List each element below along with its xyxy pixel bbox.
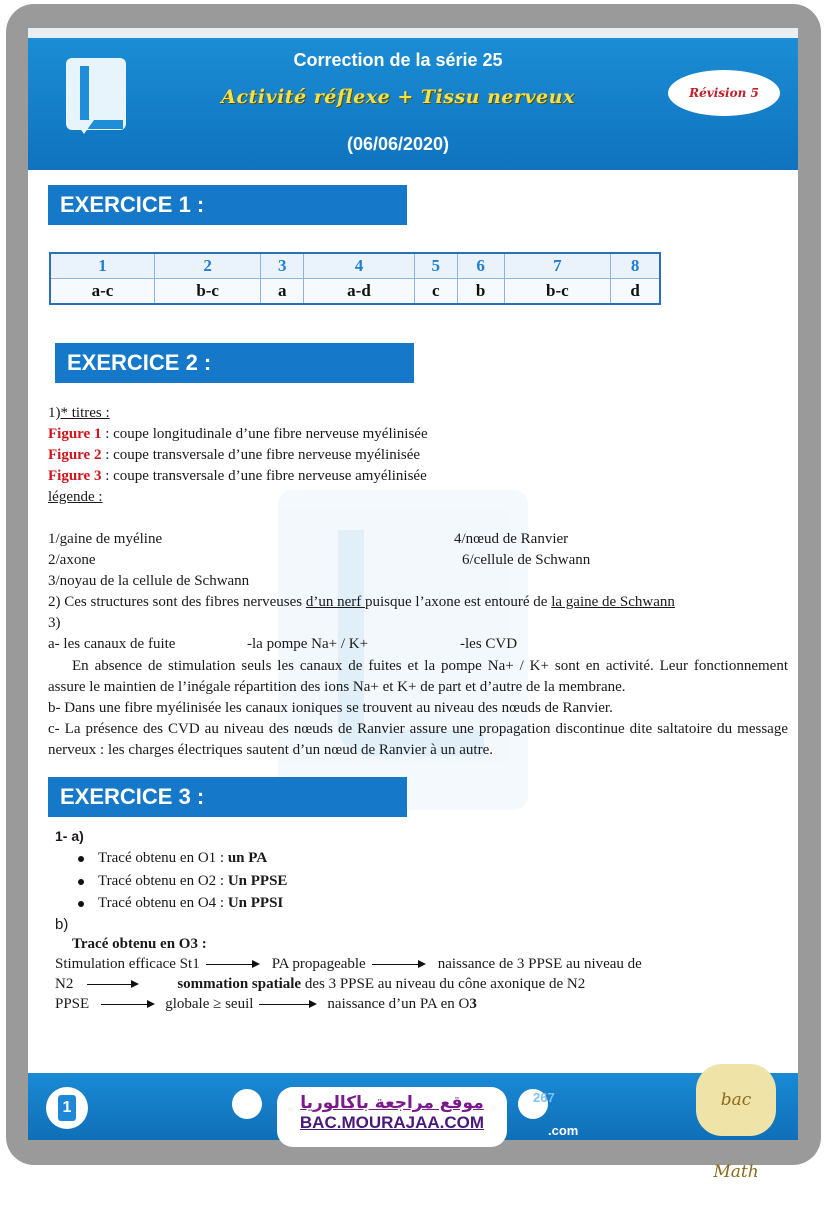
doc-subtitle: Activité réflexe + Tissu nerveux <box>221 86 575 108</box>
ex3-q1a-label: 1- a) <box>55 828 84 844</box>
footer-banner <box>28 1073 798 1140</box>
partner-logo-icon <box>232 1089 262 1119</box>
ex2-figure1-line <box>48 424 428 445</box>
answer-value: a-d <box>304 279 415 305</box>
chain3-a: PPSE <box>55 996 90 1012</box>
logo-tail <box>74 120 94 134</box>
answer-value: b <box>457 279 504 305</box>
chain2-bold: sommation spatiale <box>177 976 302 992</box>
arrow-right-icon <box>259 1004 315 1005</box>
ex2-figure3-line <box>48 466 427 487</box>
chain3-b: globale ≥ seuil <box>165 996 254 1012</box>
ex2-q1-prefix: 1) <box>48 405 61 421</box>
header-banner <box>28 28 798 170</box>
bullet2-text: Tracé obtenu en O2 : <box>98 873 228 889</box>
doc-date: (06/06/2020) <box>346 134 450 154</box>
q2-underline-2: la gaine de Schwann <box>551 594 675 610</box>
answer-number: 7 <box>504 253 610 279</box>
answer-number: 3 <box>261 253 304 279</box>
exercise3-heading: EXERCICE 3 : <box>48 777 407 817</box>
answer-value: c <box>414 279 457 305</box>
ex2-figure2-line <box>48 445 420 466</box>
exercise2-heading: EXERCICE 2 : <box>55 343 414 383</box>
chain2-a: N2 <box>55 976 74 992</box>
chain3-bold: 3 <box>469 996 477 1012</box>
ex3-bullet-2 <box>78 871 287 892</box>
header-stripe <box>28 28 798 38</box>
footer-partial-com: .com <box>548 1123 579 1138</box>
answer-number: 2 <box>154 253 260 279</box>
figure1-text: : coupe longitudinale d’une fibre nerveuse myélinisée <box>101 426 428 442</box>
answer-number: 1 <box>50 253 154 279</box>
answer-number: 6 <box>457 253 504 279</box>
legend-item-1: 1/gaine de myéline <box>48 531 163 547</box>
site-link[interactable] <box>277 1087 507 1147</box>
q2-underline-1: d’un nerf <box>305 594 366 610</box>
arrow-right-icon <box>87 984 137 985</box>
figure1-label: Figure 1 <box>48 426 102 442</box>
page-number-badge <box>46 1087 88 1129</box>
site-name-arabic: موقع مراجعة باكالوريا <box>300 1093 484 1113</box>
answer-table-values-row <box>50 279 660 305</box>
answer-value: a-c <box>50 279 154 305</box>
chain1-b: PA propageable <box>271 956 366 972</box>
answer-value: a <box>261 279 304 305</box>
q3a-item-3: -les CVD <box>460 636 518 652</box>
ex2-paragraph-3: c- La présence des CVD au niveau des nœuds de Ranvier assure une propagation discontinue dite saltatoire du message nerveux : les charges électriques sautent d’un nœud de Ranvier à un autre. <box>48 721 788 758</box>
ex2-legende-label: légende : <box>48 489 103 505</box>
bullet3-text: Tracé obtenu en O4 : <box>98 895 228 911</box>
answer-table <box>49 252 661 305</box>
chain1-c: naissance de 3 PPSE au niveau de <box>437 956 642 972</box>
footer-partial-number: 267 <box>533 1090 555 1105</box>
site-url: BAC.MOURAJAA.COM <box>299 1113 485 1132</box>
legend-item-6: 6/cellule de Schwann <box>462 552 591 568</box>
figure3-label: Figure 3 <box>48 468 102 484</box>
ex2-paragraph-2: b- Dans une fibre myélinisée les canaux ioniques se trouvent au niveau des nœuds de Ranvier. <box>48 700 613 716</box>
answer-number: 4 <box>304 253 415 279</box>
bac-math-logo: bac Math <box>696 1064 776 1136</box>
page-number: 1 <box>58 1095 76 1121</box>
figure3-text: : coupe transversale d’une fibre nerveuse amyélinisée <box>101 468 427 484</box>
revision-badge: Révision 5 <box>668 70 780 116</box>
chain2-c: des 3 PPSE au niveau du cône axonique de N2 <box>301 976 586 992</box>
bullet-icon <box>78 901 84 907</box>
ex3-chain-line-3 <box>55 994 477 1015</box>
figure2-text: : coupe transversale d’une fibre nerveuse myélinisée <box>101 447 421 463</box>
chain1-a: Stimulation efficace St1 <box>55 956 200 972</box>
exercise1-heading: EXERCICE 1 : <box>48 185 407 225</box>
q2-text-b: puisque l’axone est entouré de <box>365 594 552 610</box>
answer-number: 8 <box>611 253 660 279</box>
bullet-icon <box>78 879 84 885</box>
q2-text-a: 2) Ces structures sont des fibres nerveuses <box>48 594 306 610</box>
ex3-chain-line-2 <box>55 974 585 995</box>
arrow-right-icon <box>206 964 258 965</box>
bullet-icon <box>78 856 84 862</box>
q3a-item-2: -la pompe Na+ / K+ <box>247 636 369 652</box>
ex3-o3-title: Tracé obtenu en O3 : <box>72 936 207 952</box>
ex2-paragraph-1: En absence de stimulation seuls les canaux de fuites et la pompe Na+ / K+ sont en activité. Leur fonctionnement assure le maintien de l’inégale répartition des ions Na+ et K+ de part et d’autre de la membrane. <box>48 658 788 695</box>
ex2-titres-label: * titres : <box>60 405 110 421</box>
ex3-bullet-1 <box>78 848 267 869</box>
document-page <box>28 28 798 1182</box>
ex3-qb-label: b) <box>55 916 69 933</box>
chain3-c: naissance d’un PA en O <box>327 996 470 1012</box>
ex2-q1-line <box>48 403 110 424</box>
bullet3-bold: Un PPSI <box>227 895 284 911</box>
ex2-q3-label: 3) <box>48 615 61 631</box>
legend-item-2: 2/axone <box>48 552 96 568</box>
arrow-right-icon <box>101 1004 153 1005</box>
answer-value: d <box>611 279 660 305</box>
ex2-q2-line <box>48 592 675 613</box>
bullet1-text: Tracé obtenu en O1 : <box>98 850 228 866</box>
ex3-chain-line-1 <box>55 954 642 975</box>
answer-value: b-c <box>504 279 610 305</box>
ex3-bullet-3 <box>78 893 283 914</box>
answer-table-numbers-row <box>50 253 660 279</box>
bullet1-bold: un PA <box>227 850 268 866</box>
bullet2-bold: Un PPSE <box>227 873 288 889</box>
q3a-item-1: a- les canaux de fuite <box>48 636 176 652</box>
answer-value: b-c <box>154 279 260 305</box>
arrow-right-icon <box>372 964 424 965</box>
answer-number: 5 <box>414 253 457 279</box>
figure2-label: Figure 2 <box>48 447 102 463</box>
doc-title: Correction de la série 25 <box>293 50 503 70</box>
legend-item-4: 4/nœud de Ranvier <box>454 531 569 547</box>
legend-item-3: 3/noyau de la cellule de Schwann <box>48 573 250 589</box>
